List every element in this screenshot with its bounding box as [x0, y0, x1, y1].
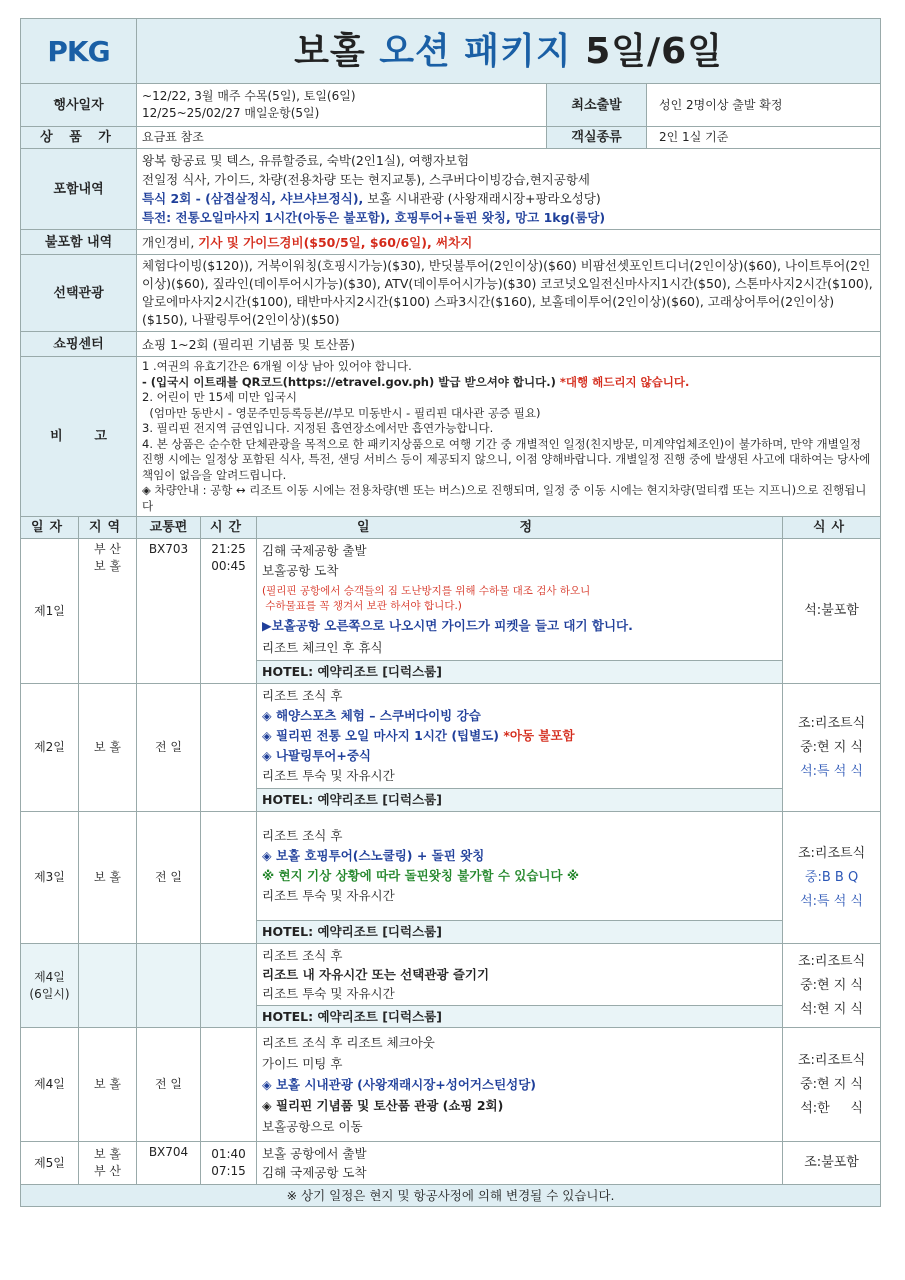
day-4-option-dinner: 석:현 지 식: [800, 1001, 863, 1017]
day-4-option-time: [201, 944, 257, 1028]
day-4-lunch: 중:현 지 식: [800, 1076, 863, 1092]
day-3-breakfast: 조:리조트식: [797, 845, 866, 861]
pkg-label: PKG: [21, 19, 137, 84]
day-4-option-breakfast: 조:리조트식: [797, 953, 866, 969]
day-2-item-5: 리조트 투숙 및 자유시간: [262, 768, 395, 783]
title-part-b: 오션 패키지: [379, 30, 572, 72]
day-4-item-4: ◈ 필리핀 기념품 및 토산품 관광 (쇼핑 2회): [262, 1098, 504, 1113]
day-2-item-3: [262, 726, 777, 746]
price-value: 요금표 참조: [137, 127, 547, 149]
remark-6: 4. 본 상품은 순수한 단체관광을 목적으로 한 패키지상품으로 여행 기간 중 개별적인 일정(친지방문, 미계약업체조인)이 불가하며, 만약 개별일정 진행 시에는 일정상 포함된 식사, 특전, 샌딩 서비스 등이 제공되지 않으니, 이점 양해바랍니다. 개별일정 진행 중에 발생된 사고에 대하여는 당사에 책임이 없음을 알려드립니다.: [142, 436, 871, 482]
remarks-row: [21, 357, 881, 517]
day-4-row: [21, 1028, 881, 1142]
day-2-transport: 전 일: [137, 684, 201, 812]
room-label: 객실종류: [547, 127, 647, 149]
day-1-item-1: 김해 국제공항 출발: [262, 543, 367, 558]
title-part-c: 5일/6일: [585, 30, 723, 72]
day-2-row: [21, 684, 881, 812]
day-3-item-1: 리조트 조식 후: [262, 828, 343, 843]
day-5-region-from: 보 홀: [94, 1147, 121, 1161]
day-2-region: 보 홀: [79, 684, 137, 812]
day-2-item-2: ◈ 해양스포츠 체험 – 스쿠버다이빙 강습: [262, 708, 481, 723]
excluded-guide-fee: 기사 및 가이드경비($50/5일, $60/6일), 써차지: [198, 234, 473, 250]
remarks-value: [137, 357, 881, 517]
day-4-region: 보 홀: [79, 1028, 137, 1142]
remark-5: 3. 필리핀 전지역 금연입니다. 지정된 흡연장소에서만 흡연가능합니다.: [142, 421, 494, 435]
day-5-meal: 조:불포함: [783, 1142, 881, 1185]
day-4-item-2: 가이드 미팅 후: [262, 1056, 343, 1071]
title-row: [21, 19, 881, 84]
day-4-transport: 전 일: [137, 1028, 201, 1142]
min-departure-label: 최소출발: [547, 84, 647, 127]
day-2-item-4: ◈ 나팔링투어+중식: [262, 748, 371, 763]
day-3-lunch: 중:B B Q: [804, 869, 859, 885]
included-line-1: 왕복 항공료 및 텍스, 유류할증료, 숙박(2인1실), 여행자보험: [142, 153, 470, 168]
price-row: [21, 127, 881, 149]
day-1-label: 제1일: [21, 539, 79, 684]
col-time: 시간: [201, 517, 257, 539]
day-2-lunch: 중:현 지 식: [800, 739, 863, 755]
day-4-option-transport: [137, 944, 201, 1028]
room-value: 2인 1실 기준: [647, 127, 881, 149]
dates-value: [137, 84, 547, 127]
day-4-option-note: (6일시): [29, 986, 70, 1001]
dates-line-1: ~12/22, 3월 매주 수목(5일), 토일(6일): [142, 89, 356, 103]
day-4-label: 제4일: [21, 1028, 79, 1142]
footer-row: [21, 1185, 881, 1207]
city-tour-note: 보홀 시내관광 (사왕재래시장+팡라오성당): [363, 191, 601, 206]
day-1-region-to: 보 홀: [94, 559, 121, 573]
included-line-4: 특전: 전통오일마사지 1시간(아동은 불포함), 호핑투어+돌핀 왓칭, 망고 1kg(룸당): [142, 210, 606, 225]
day-4-time: [201, 1028, 257, 1142]
day-3-meals: [783, 812, 881, 944]
remark-2: [142, 375, 875, 391]
day-2-meals: [783, 684, 881, 812]
day-3-item-2: ◈ 보홀 호핑투어(스노쿨링) + 돌핀 왓칭: [262, 848, 485, 863]
day-5-item-2: 김해 국제공항 도착: [262, 1165, 367, 1180]
day-5-departure-time: 01:40: [211, 1147, 246, 1161]
day-1-guide-note: ▶보홀공항 오른쪽으로 나오시면 가이드가 피켓을 들고 대기 합니다.: [262, 618, 633, 633]
col-transport: 교통편: [137, 517, 201, 539]
day-1-time: [201, 539, 257, 684]
included-line-2: 전일정 식사, 가이드, 차량(전용차량 또는 현지교통), 스쿠버다이빙강습,현지공항세: [142, 172, 590, 187]
day-2-item-1: 리조트 조식 후: [262, 688, 343, 703]
day-4-option-region: [79, 944, 137, 1028]
shopping-row: [21, 332, 881, 357]
day-2-label: 제2일: [21, 684, 79, 812]
day-4-option-schedule: [257, 944, 783, 1028]
excluded-personal: 개인경비,: [142, 234, 199, 250]
day-4-option-item-1: 리조트 조식 후: [262, 948, 343, 963]
day-4-dinner: 석:한 식: [800, 1100, 863, 1116]
day-5-arrival-time: 07:15: [211, 1164, 246, 1178]
day-2-schedule: [257, 684, 783, 812]
day-4-item-5: 보홀공항으로 이동: [262, 1119, 363, 1134]
day-3-schedule: [257, 812, 783, 944]
footer-note: ※ 상기 일정은 현지 및 항공사정에 의해 변경될 수 있습니다.: [21, 1185, 881, 1207]
day-1-departure-time: 21:25: [211, 542, 246, 556]
remarks-label: 비 고: [21, 357, 137, 517]
optional-row: [21, 255, 881, 332]
day-4-option-item-3: 리조트 투숙 및 자유시간: [262, 986, 395, 1001]
excluded-value: [137, 230, 881, 255]
itinerary-document: [20, 18, 880, 1207]
included-line-3: [142, 189, 875, 208]
included-row: [21, 149, 881, 230]
day-3-dinner: 석:특 석 식: [800, 893, 863, 909]
day-1-item-6: 리조트 체크인 후 휴식: [262, 640, 383, 655]
day-1-schedule: [257, 539, 783, 684]
day-5-item-1: 보홀 공항에서 출발: [262, 1146, 367, 1161]
day-4-option-lunch: 중:현 지 식: [800, 977, 863, 993]
min-departure-value: 성인 2명이상 출발 확정: [647, 84, 881, 127]
remark-4: (엄마만 동반시 - 영문주민등록등본//부모 미동반시 - 필리핀 대사관 공증 필요): [142, 405, 541, 420]
day-4-item-1: 리조트 조식 후 리조트 체크아웃: [262, 1035, 435, 1050]
day-1-baggage-note-1: (필리핀 공항에서 승객들의 짐 도난방지를 위해 수하물 대조 검사 하오니: [262, 585, 591, 597]
day-3-weather-note: ※ 현지 기상 상황에 따라 돌핀왓칭 불가할 수 있습니다 ※: [262, 868, 580, 883]
day-1-flight: BX703: [137, 539, 201, 684]
day-1-meal: 석:불포함: [783, 539, 881, 684]
dates-label: 행사일자: [21, 84, 137, 127]
day-2-hotel: HOTEL: 예약리조트 [디럭스룸]: [257, 788, 782, 811]
optional-label: 선택관광: [21, 255, 137, 332]
col-schedule: 일정: [257, 517, 783, 539]
day-5-time: [201, 1142, 257, 1185]
included-value: [137, 149, 881, 230]
day-4-option-row: [21, 944, 881, 1028]
day-5-region: [79, 1142, 137, 1185]
day-3-row: [21, 812, 881, 944]
day-5-region-to: 부 산: [94, 1164, 121, 1178]
day-1-row: [21, 539, 881, 684]
price-label: 상 품 가: [21, 127, 137, 149]
day-2-breakfast: 조:리조트식: [797, 715, 866, 731]
schedule-header-row: [21, 517, 881, 539]
dates-line-2: 12/25~25/02/27 매일운항(5일): [142, 106, 320, 120]
day-3-item-4: 리조트 투숙 및 자유시간: [262, 888, 395, 903]
day-1-region-from: 부 산: [94, 542, 121, 556]
day-4-option-item-2: 리조트 내 자유시간 또는 선택관광 즐기기: [262, 967, 490, 982]
day-4-schedule: [257, 1028, 783, 1142]
page-title: [137, 19, 881, 84]
remark-1: 1 .여권의 유효기간은 6개월 이상 남아 있어야 합니다.: [142, 359, 412, 373]
day-2-time: [201, 684, 257, 812]
day-5-label: 제5일: [21, 1142, 79, 1185]
day-2-massage-note: *아동 불포함: [499, 728, 575, 743]
day-1-region: [79, 539, 137, 684]
excluded-row: [21, 230, 881, 255]
col-region: 지역: [79, 517, 137, 539]
day-1-hotel: HOTEL: 예약리조트 [디럭스룸]: [257, 660, 782, 683]
day-4-option-meals: [783, 944, 881, 1028]
title-part-a: 보홀: [294, 30, 366, 72]
col-day: 일자: [21, 517, 79, 539]
day-3-transport: 전 일: [137, 812, 201, 944]
day-4-option-hotel: HOTEL: 예약리조트 [디럭스룸]: [257, 1005, 782, 1027]
day-4-option-label: [21, 944, 79, 1028]
day-4-option-day: 제4일: [34, 969, 65, 984]
excluded-label: 불포함 내역: [21, 230, 137, 255]
day-4-breakfast: 조:리조트식: [797, 1052, 866, 1068]
day-1-item-2: 보홀공항 도착: [262, 563, 339, 578]
special-meals: 특식 2회 - (삼겹살정식, 샤브샤브정식),: [142, 191, 364, 206]
day-3-hotel: HOTEL: 예약리조트 [디럭스룸]: [257, 920, 782, 943]
day-3-time: [201, 812, 257, 944]
day-3-region: 보 홀: [79, 812, 137, 944]
day-5-schedule: [257, 1142, 783, 1185]
day-4-meals: [783, 1028, 881, 1142]
shopping-value: 쇼핑 1~2회 (필리핀 기념품 및 토산품): [137, 332, 881, 357]
package-table: [20, 18, 881, 1207]
included-label: 포함내역: [21, 149, 137, 230]
day-3-label: 제3일: [21, 812, 79, 944]
day-1-arrival-time: 00:45: [211, 559, 246, 573]
day-5-row: [21, 1142, 881, 1185]
remark-2-main: - (입국시 이트래블 QR코드(https://etravel.gov.ph) 발급 받으셔야 합니다.): [142, 374, 556, 389]
day-2-massage: ◈ 필리핀 전통 오일 마사지 1시간 (팁별도): [262, 728, 499, 743]
day-2-dinner: 석:특 석 식: [800, 763, 863, 779]
day-1-baggage-note-2: 수하물표를 꼭 챙겨서 보관 하셔야 합니다.): [262, 600, 462, 612]
optional-value: 체험다이빙($120)), 거북이워칭(호핑시가능)($30), 반딧불투어(2인이상)($60) 비팜선셋포인트디너(2인이상)($60), 나이트투어(2인이상)($60), 짚라인(데이투어시가능)($30), ATV(데이투어시가능)($30) 코코넛오일전신마사지1시간($50), 스톤마사지2시간($100), 알로에마사지2시간($100), 태반마사지2시간($100) 스파3시간($160), 보홀데이투어(2인이상)($60), 고래상어투어(2인이상)($150), 나팔링투어(2인이상)($50): [137, 255, 881, 332]
dates-row: [21, 84, 881, 127]
day-5-flight: BX704: [137, 1142, 201, 1185]
shopping-label: 쇼핑센터: [21, 332, 137, 357]
remark-2-warning: *대행 해드리지 않습니다.: [555, 374, 690, 389]
day-4-item-3: ◈ 보홀 시내관광 (사왕재래시장+성어거스틴성당): [262, 1077, 537, 1092]
remark-3: 2. 어린이 만 15세 미만 입국시: [142, 390, 297, 404]
col-meal: 식사: [783, 517, 881, 539]
remark-7: ◈ 차량안내 : 공항 ↔ 리조트 이동 시에는 전용차량(벤 또는 버스)으로 진행되며, 일정 중 이동 시에는 현지차량(멀티캡 또는 지프니)으로 진행됩니다: [142, 483, 867, 513]
